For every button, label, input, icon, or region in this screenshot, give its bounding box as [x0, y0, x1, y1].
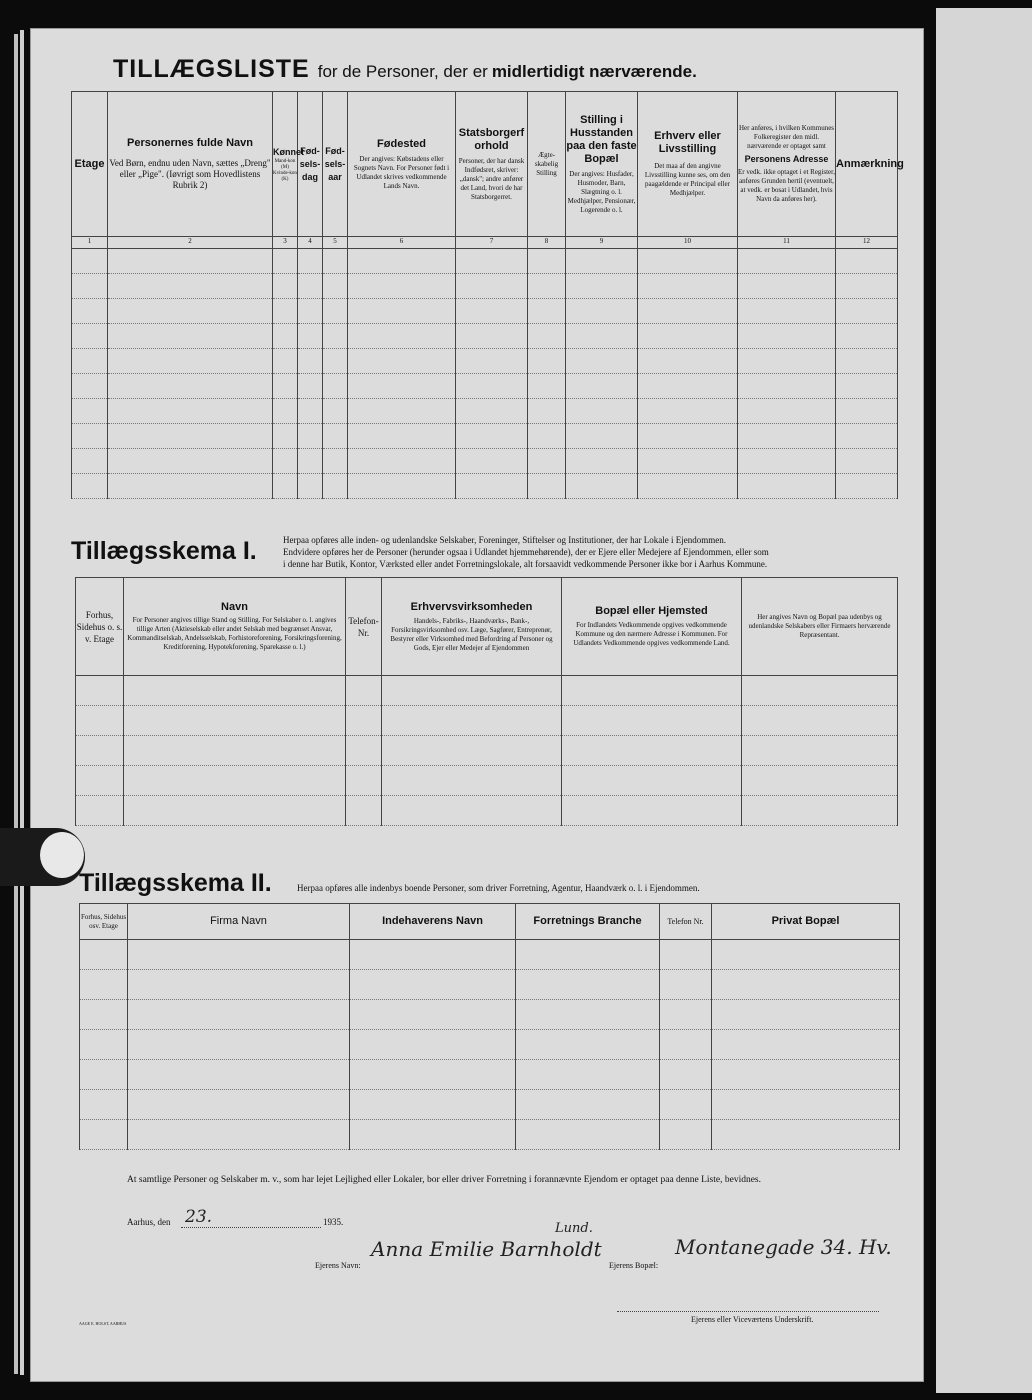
table-cell[interactable] [323, 324, 348, 349]
page-title [113, 55, 923, 84]
table-cell[interactable] [298, 399, 323, 424]
table-cell[interactable] [323, 374, 348, 399]
table-row [76, 706, 898, 736]
table-cell[interactable] [456, 249, 528, 274]
thumbnail-nail [40, 832, 84, 878]
table-cell[interactable] [742, 706, 898, 736]
table-cell[interactable] [562, 766, 742, 796]
date-line [181, 1227, 321, 1228]
table-cell[interactable] [660, 1060, 712, 1090]
col-number: 12 [836, 237, 898, 249]
table-cell[interactable] [273, 449, 298, 474]
table-cell[interactable] [273, 274, 298, 299]
owner-name-label: Ejerens Navn: [315, 1261, 361, 1270]
table-cell[interactable] [638, 449, 738, 474]
table-cell[interactable] [836, 474, 898, 499]
table-cell[interactable] [516, 1120, 660, 1150]
table-cell[interactable] [638, 324, 738, 349]
table-cell[interactable] [348, 424, 456, 449]
col-address: Her anføres, i hvilken Kommunes Folkeregister den midl. nærværende er optaget samt Personens Adresse Er vedk. ikke optaget i et Register, anføres Grunden hertil (eventuelt, at vedk. er bosat i Udlandet, hvis Navn da anføres her). [738, 92, 836, 237]
table-cell[interactable] [836, 449, 898, 474]
table-cell[interactable] [738, 474, 836, 499]
table-cell[interactable] [108, 449, 273, 474]
table-cell[interactable] [712, 970, 900, 1000]
table-cell[interactable] [350, 1090, 516, 1120]
col-name: Personernes fulde Navn Ved Børn, endnu uden Navn, sættes „Dreng" eller „Pige". (Iøvrigt som Hovedlistens Rubrik 2) [108, 92, 273, 237]
table-cell[interactable] [742, 736, 898, 766]
table-cell[interactable] [738, 249, 836, 274]
table-cell[interactable] [323, 399, 348, 424]
skema1-header-row [76, 578, 898, 676]
table-cell[interactable] [348, 249, 456, 274]
table-cell[interactable] [348, 474, 456, 499]
col-number: 1 [72, 237, 108, 249]
table-row [80, 1000, 900, 1030]
col-number: 3 [273, 237, 298, 249]
col-number: 7 [456, 237, 528, 249]
col-number: 4 [298, 237, 323, 249]
table-cell[interactable] [346, 676, 382, 706]
table-cell[interactable] [80, 1000, 128, 1030]
table-cell[interactable] [738, 274, 836, 299]
table-cell[interactable] [350, 1030, 516, 1060]
col-birthyear: Fød-sels-aar [323, 92, 348, 237]
table-cell[interactable] [72, 299, 108, 324]
table-cell[interactable] [298, 449, 323, 474]
table-cell[interactable] [298, 424, 323, 449]
table-cell[interactable] [836, 399, 898, 424]
table-cell[interactable] [528, 274, 566, 299]
col-birthplace: Fødested Der angives: Købstadens eller Sognets Navn. For Personer født i Udlandet skrives vedkommende Lands Navn. [348, 92, 456, 237]
signature-label: Ejerens eller Viceværtens Underskrift. [691, 1315, 814, 1324]
skema2-title: Tillægsskema II. [79, 869, 272, 897]
table-cell[interactable] [566, 474, 638, 499]
table-cell[interactable] [72, 424, 108, 449]
table-cell[interactable] [660, 1090, 712, 1120]
table-cell[interactable] [738, 374, 836, 399]
s2-col-etage: Forhus, Sidehus osv. Etage [80, 904, 128, 940]
s1-col-business: Erhvervsvirksomheden Handels-, Fabriks-, Haandværks-, Bank-, Forsikringsvirksomhed osv. Læge, Sagfører, Entreprenør, Bestyrer eller Virksomhed med Befordring af Personer og Gods, Ejer eller Medejer af Ejendommen [382, 578, 562, 676]
col-number: 11 [738, 237, 836, 249]
table-cell[interactable] [456, 399, 528, 424]
table-cell[interactable] [323, 249, 348, 274]
table-cell[interactable] [72, 449, 108, 474]
table-cell[interactable] [298, 324, 323, 349]
table-cell[interactable] [80, 970, 128, 1000]
table-row [72, 324, 898, 349]
col-number: 9 [566, 237, 638, 249]
table-row [76, 796, 898, 826]
table-cell[interactable] [348, 274, 456, 299]
table-cell[interactable] [273, 349, 298, 374]
table-cell[interactable] [528, 374, 566, 399]
owner-name-handwritten-super: Lund. [555, 1221, 593, 1236]
table-cell[interactable] [348, 399, 456, 424]
table-cell[interactable] [80, 1090, 128, 1120]
title-main: TILLÆGSLISTE [113, 55, 310, 83]
table-cell[interactable] [566, 274, 638, 299]
table-cell[interactable] [836, 424, 898, 449]
table-cell[interactable] [273, 399, 298, 424]
skema1-text-line: Herpaa opføres alle inden- og udenlandske Selskaber, Foreninger, Stiftelser og Institutioner, der har Lokale i Ejendommen. [283, 535, 727, 545]
table-cell[interactable] [76, 796, 124, 826]
table-cell[interactable] [738, 449, 836, 474]
col-citizenship: Statsborgerforhold Personer, der har dansk Indfødsret, skriver: „dansk"; andre anfører det Land, hvori de har Statsborgerret. [456, 92, 528, 237]
table-cell[interactable] [712, 1000, 900, 1030]
table-cell[interactable] [128, 1000, 350, 1030]
table-cell[interactable] [566, 249, 638, 274]
table-cell[interactable] [80, 1120, 128, 1150]
table-cell[interactable] [638, 349, 738, 374]
declaration-text: At samtlige Personer og Selskaber m. v., som har lejet Lejlighed eller Lokaler, bor eller driver Forretning i forannævnte Ejendom er optaget paa denne Liste, bevidnes. [127, 1175, 761, 1185]
s1-col-name: Navn For Personer angives tillige Stand og Stilling. For Selskaber o. l. angives tillige Arten (Aktieselskab eller andet Selskab med begrænset Ansvar, Kommanditselskab, Andelsselskab, Forhistoreforening, Forsikringsforening, Kreditforening, Hypotekforening, Sparekasse o. l.) [124, 578, 346, 676]
table-cell[interactable] [298, 474, 323, 499]
table-cell[interactable] [273, 474, 298, 499]
table-cell[interactable] [528, 349, 566, 374]
table-cell[interactable] [76, 766, 124, 796]
table-cell[interactable] [516, 1030, 660, 1060]
table-row [72, 299, 898, 324]
table-cell[interactable] [456, 299, 528, 324]
table-cell[interactable] [528, 449, 566, 474]
table-cell[interactable] [528, 424, 566, 449]
table-cell[interactable] [836, 349, 898, 374]
table-cell[interactable] [836, 249, 898, 274]
table-cell[interactable] [350, 1000, 516, 1030]
table-cell[interactable] [124, 736, 346, 766]
table-cell[interactable] [516, 970, 660, 1000]
table-cell[interactable] [128, 970, 350, 1000]
table-cell[interactable] [566, 349, 638, 374]
owner-address-handwritten: Montanegade 34. Hv. [675, 1235, 892, 1259]
adjacent-page [936, 8, 1032, 1393]
table-cell[interactable] [566, 424, 638, 449]
table-cell[interactable] [562, 796, 742, 826]
table-cell[interactable] [712, 940, 900, 970]
col-number: 5 [323, 237, 348, 249]
table-cell[interactable] [638, 274, 738, 299]
table-row [72, 474, 898, 499]
supplement-list-table [71, 91, 904, 499]
date-handwritten: 23. [185, 1207, 213, 1227]
table-cell[interactable] [273, 374, 298, 399]
table-cell[interactable] [108, 424, 273, 449]
table-cell[interactable] [108, 349, 273, 374]
s2-col-phone: Telefon Nr. [660, 904, 712, 940]
table-cell[interactable] [348, 299, 456, 324]
table-cell[interactable] [72, 249, 108, 274]
table-cell[interactable] [566, 299, 638, 324]
table-cell[interactable] [566, 324, 638, 349]
list-header-row [72, 92, 898, 237]
table-cell[interactable] [72, 399, 108, 424]
signature-line [617, 1311, 879, 1312]
table-cell[interactable] [516, 940, 660, 970]
page-edge [14, 34, 18, 1374]
table-row [72, 399, 898, 424]
table-cell[interactable] [298, 299, 323, 324]
skema1-title: Tillægsskema I. [71, 537, 257, 565]
table-row [80, 1060, 900, 1090]
table-cell[interactable] [516, 1000, 660, 1030]
table-cell[interactable] [76, 736, 124, 766]
skema2-description: Herpaa opføres alle indenbys boende Personer, som driver Forretning, Agentur, Haandværk o. l. i Ejendommen. [297, 883, 700, 893]
table-cell[interactable] [80, 1060, 128, 1090]
table-cell[interactable] [456, 374, 528, 399]
col-number: 10 [638, 237, 738, 249]
table-row [72, 249, 898, 274]
table-cell[interactable] [298, 374, 323, 399]
table-cell[interactable] [528, 299, 566, 324]
table-cell[interactable] [323, 274, 348, 299]
table-cell[interactable] [346, 796, 382, 826]
title-rest-bold: midlertidigt nærværende. [491, 62, 697, 81]
table-row [80, 1120, 900, 1150]
place-label: Aarhus, den [127, 1217, 171, 1227]
title-rest: for de Personer, der er [317, 62, 488, 81]
table-cell[interactable] [566, 399, 638, 424]
table-cell[interactable] [562, 736, 742, 766]
owner-address-label: Ejerens Bopæl: [609, 1261, 659, 1270]
s2-col-address: Privat Bopæl [712, 904, 900, 940]
col-number: 8 [528, 237, 566, 249]
table-cell[interactable] [456, 274, 528, 299]
table-cell[interactable] [128, 1120, 350, 1150]
table-cell[interactable] [712, 1030, 900, 1060]
table-cell[interactable] [346, 706, 382, 736]
table-cell[interactable] [562, 706, 742, 736]
table-cell[interactable] [516, 1090, 660, 1120]
table-cell[interactable] [742, 796, 898, 826]
table-cell[interactable] [72, 349, 108, 374]
col-sex: Kønnet Mand-kon (M) Kvinde-kon (K) [273, 92, 298, 237]
table-cell[interactable] [660, 940, 712, 970]
table-cell[interactable] [836, 374, 898, 399]
table-cell[interactable] [836, 274, 898, 299]
skema2-table [79, 903, 900, 1150]
table-row [80, 1090, 900, 1120]
table-cell[interactable] [273, 299, 298, 324]
table-cell[interactable] [566, 374, 638, 399]
table-cell[interactable] [72, 474, 108, 499]
table-cell[interactable] [836, 299, 898, 324]
col-marital: Ægte-skabelig Stilling [528, 92, 566, 237]
table-cell[interactable] [660, 970, 712, 1000]
table-cell[interactable] [323, 299, 348, 324]
table-cell[interactable] [350, 970, 516, 1000]
table-cell[interactable] [348, 449, 456, 474]
col-household: Stilling i Husstanden paa den faste Bopæl Der angives: Husfader, Husmoder, Barn, Slægtning o. l. Medhjælper, Pensionær, Logerende o. l. [566, 92, 638, 237]
table-cell[interactable] [712, 1120, 900, 1150]
table-row [80, 940, 900, 970]
table-cell[interactable] [528, 324, 566, 349]
table-cell[interactable] [382, 736, 562, 766]
s1-col-etage: Forhus, Sidehus o. s. v. Etage [76, 578, 124, 676]
col-occupation: Erhverv eller Livsstilling Det maa af den angivne Livsstilling kunne ses, om den paagældende er Principal eller Medhjælper. [638, 92, 738, 237]
table-cell[interactable] [128, 940, 350, 970]
table-row [76, 676, 898, 706]
table-cell[interactable] [516, 1060, 660, 1090]
table-cell[interactable] [108, 399, 273, 424]
skema1-text-line: Endvidere opføres her de Personer (herunder ogsaa i Udlandet hjemmehørende), der er Ejere eller Medejere af Ejendommen, eller som [283, 547, 769, 557]
table-cell[interactable] [712, 1060, 900, 1090]
table-cell[interactable] [128, 1090, 350, 1120]
table-cell[interactable] [72, 274, 108, 299]
table-cell[interactable] [80, 940, 128, 970]
col-number: 2 [108, 237, 273, 249]
table-cell[interactable] [738, 349, 836, 374]
table-cell[interactable] [108, 274, 273, 299]
table-cell[interactable] [738, 399, 836, 424]
table-cell[interactable] [273, 424, 298, 449]
table-cell[interactable] [273, 249, 298, 274]
table-cell[interactable] [348, 374, 456, 399]
s1-col-residence: Bopæl eller Hjemsted For Indlandets Vedkommende opgives vedkommende Kommune og den nærmere Adresse i Kommunen. For Udlandets Vedkommende opgives vedkommende Land. [562, 578, 742, 676]
table-cell[interactable] [108, 374, 273, 399]
table-cell[interactable] [348, 349, 456, 374]
table-cell[interactable] [323, 424, 348, 449]
table-cell[interactable] [456, 474, 528, 499]
table-cell[interactable] [350, 1060, 516, 1090]
table-cell[interactable] [128, 1060, 350, 1090]
col-number: 6 [348, 237, 456, 249]
printer-mark: AAGE E. HOLST, AARHUS [79, 1321, 127, 1326]
table-cell[interactable] [108, 299, 273, 324]
table-cell[interactable] [323, 449, 348, 474]
table-cell[interactable] [382, 796, 562, 826]
table-cell[interactable] [80, 1030, 128, 1060]
table-cell[interactable] [382, 676, 562, 706]
table-cell[interactable] [456, 324, 528, 349]
table-cell[interactable] [346, 736, 382, 766]
col-remarks: Anmærkning [836, 92, 898, 237]
page-edge [20, 30, 24, 1375]
table-cell[interactable] [72, 324, 108, 349]
table-cell[interactable] [76, 706, 124, 736]
table-cell[interactable] [382, 766, 562, 796]
table-row [76, 766, 898, 796]
skema1-text-line: i denne har Butik, Kontor, Værksted eller andet Forretningslokale, alt forsaavidt vedkommende Personer ikke bor i Aarhus Kommune. [283, 559, 768, 569]
table-cell[interactable] [128, 1030, 350, 1060]
table-row [72, 374, 898, 399]
table-cell[interactable] [108, 474, 273, 499]
table-cell[interactable] [273, 324, 298, 349]
table-cell[interactable] [836, 324, 898, 349]
table-cell[interactable] [72, 374, 108, 399]
table-cell[interactable] [124, 796, 346, 826]
table-cell[interactable] [528, 474, 566, 499]
table-cell[interactable] [738, 299, 836, 324]
table-cell[interactable] [124, 706, 346, 736]
table-cell[interactable] [456, 349, 528, 374]
table-cell[interactable] [76, 676, 124, 706]
table-cell[interactable] [738, 424, 836, 449]
table-cell[interactable] [350, 1120, 516, 1150]
table-cell[interactable] [638, 424, 738, 449]
year-label: 1935. [323, 1217, 344, 1227]
table-cell[interactable] [350, 940, 516, 970]
table-cell[interactable] [660, 1030, 712, 1060]
table-cell[interactable] [638, 249, 738, 274]
table-cell[interactable] [566, 449, 638, 474]
table-cell[interactable] [638, 374, 738, 399]
table-cell[interactable] [346, 766, 382, 796]
skema2-header-row [80, 904, 900, 940]
col-etage: Etage [72, 92, 108, 237]
table-cell[interactable] [738, 324, 836, 349]
owner-name-handwritten: Anna Emilie Barnholdt [371, 1237, 602, 1261]
table-cell[interactable] [742, 766, 898, 796]
table-cell[interactable] [298, 349, 323, 374]
table-cell[interactable] [108, 324, 273, 349]
table-row [72, 274, 898, 299]
table-cell[interactable] [124, 766, 346, 796]
table-cell[interactable] [528, 249, 566, 274]
table-cell[interactable] [456, 424, 528, 449]
table-cell[interactable] [562, 676, 742, 706]
table-row [72, 349, 898, 374]
table-cell[interactable] [660, 1000, 712, 1030]
s2-col-branch: Forretnings Branche [516, 904, 660, 940]
table-cell[interactable] [712, 1090, 900, 1120]
table-row [76, 736, 898, 766]
s1-col-phone: Telefon-Nr. [346, 578, 382, 676]
table-cell[interactable] [323, 349, 348, 374]
table-cell[interactable] [528, 399, 566, 424]
s2-col-owner: Indehaverens Navn [350, 904, 516, 940]
table-cell[interactable] [660, 1120, 712, 1150]
table-cell[interactable] [638, 299, 738, 324]
table-cell[interactable] [638, 474, 738, 499]
table-cell[interactable] [124, 676, 346, 706]
skema1-table [75, 577, 898, 826]
s1-col-representative: Her angives Navn og Bopæl paa udenbys og udenlandske Selskabers eller Firmaers herværende Repræsentant. [742, 578, 898, 676]
list-number-row [72, 237, 898, 249]
form-sheet [30, 28, 924, 1382]
table-cell[interactable] [742, 676, 898, 706]
s2-col-firm: Firma Navn [128, 904, 350, 940]
skema1-description [283, 534, 903, 570]
table-cell[interactable] [298, 274, 323, 299]
table-row [80, 970, 900, 1000]
table-cell[interactable] [323, 474, 348, 499]
table-cell[interactable] [298, 249, 323, 274]
table-row [80, 1030, 900, 1060]
table-cell[interactable] [456, 449, 528, 474]
table-cell[interactable] [638, 399, 738, 424]
table-cell[interactable] [382, 706, 562, 736]
table-row [72, 449, 898, 474]
table-row [72, 424, 898, 449]
col-birthday: Fød-sels-dag [298, 92, 323, 237]
table-cell[interactable] [108, 249, 273, 274]
table-cell[interactable] [348, 324, 456, 349]
